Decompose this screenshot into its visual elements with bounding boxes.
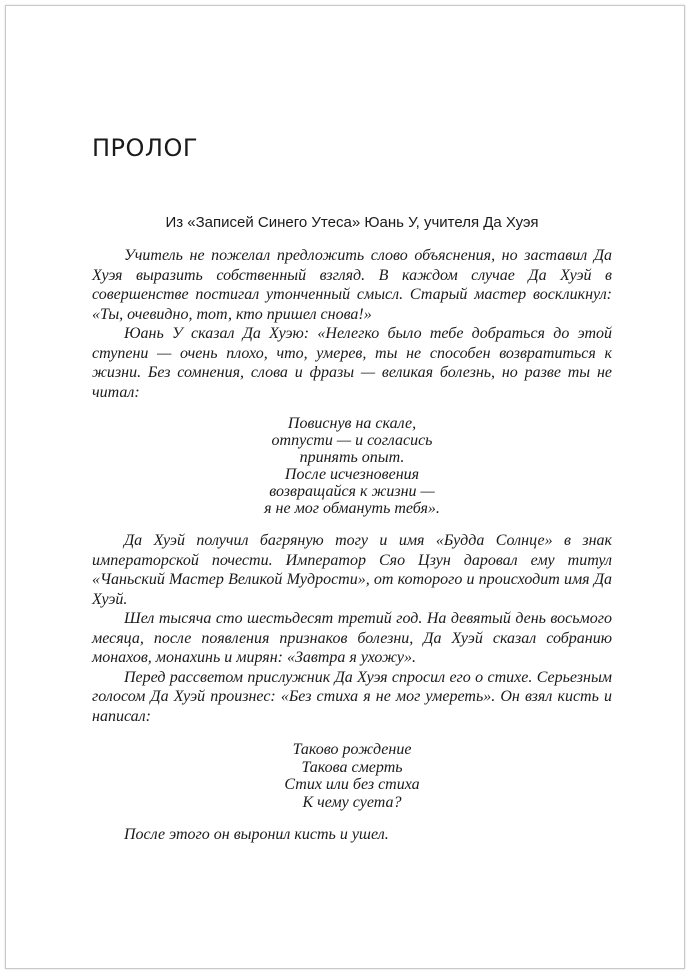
paragraph-5: Перед рассветом прислужник Да Хуэя спросил его о стихе. Серьезным голосом Да Хуэй произнес: «Без стиха я не мог умереть». Он взял кисть и написал: [92, 668, 612, 725]
verse-block-1 [92, 415, 612, 517]
chapter-subtitle: Из «Записей Синего Утеса» Юань У, учителя Да Хуэя [165, 214, 539, 231]
paragraph-2: Юань У сказал Да Хуэю: «Нелегко было тебе добраться до этой ступени — очень плохо, что, умерев, ты не способен возвратиться к жизни. Без сомнения, слова и фразы — великая болезнь, но разве ты не читал: [92, 325, 612, 401]
verse-line: отпусти — и согласись [271, 432, 433, 449]
paragraph-4: Шел тысяча сто шестьдесят третий год. На девятый день восьмого месяца, после появления признаков болезни, Да Хуэй сказал собранию монахов, монахинь и мирян: «Завтра я ухожу». [92, 610, 612, 666]
verse-line: Стих или без стиха [284, 776, 420, 793]
paragraph-3: Да Хуэй получил багряную тогу и имя «Будда Солнце» в знак императорской почести. Император Сяо Цзун даровал ему титул «Чаньский Мастер Великой Мудрости», от которого и происходит имя Да Хуэй. [92, 532, 612, 608]
verse-line: К чему суета? [302, 793, 402, 811]
verse-line: Таково рождение [292, 741, 412, 758]
paragraph-1: Учитель не пожелал предложить слово объяснения, но заставил Да Хуэя выразить собственный взгляд. В каждом случае Да Хуэй в совершенстве постигал утонченный смысл. Старый мастер воскликнул: «Ты, очевидно, тот, кто пришел снова!» [92, 247, 612, 323]
chapter-title: ПРОЛОГ [92, 134, 198, 162]
paragraph-6: После этого он выронил кисть и ушел. [124, 826, 389, 843]
verse-line: После исчезновения [284, 466, 420, 483]
verse-line: я не мог обмануть тебя». [264, 500, 440, 517]
body-text [92, 246, 612, 845]
verse-block-2 [92, 741, 612, 811]
verse-line: Повиснув на скале, [287, 415, 417, 432]
book-page [5, 5, 685, 969]
verse-line: возвращайся к жизни — [269, 483, 435, 500]
verse-line: Такова смерть [301, 758, 403, 776]
verse-line: принять опыт. [299, 449, 405, 466]
